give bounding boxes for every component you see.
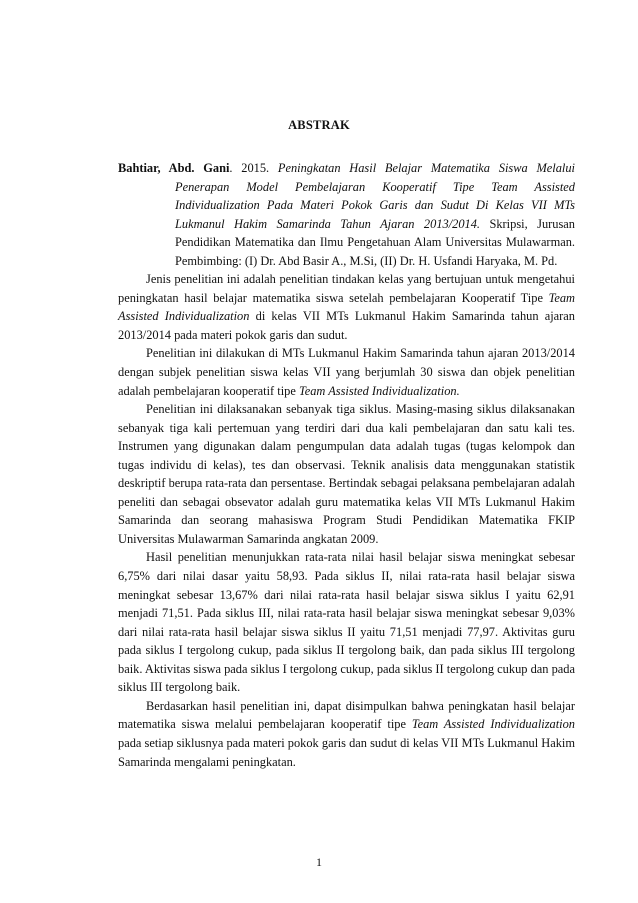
- paragraph-5-text-1: Berdasarkan hasil penelitian ini, dapat disimpulkan bahwa peningkatan hasil belajar matematika siswa melalui pembelajaran kooperatif tipe: [118, 698, 575, 732]
- citation-thesis-title: Peningkatan Hasil Belajar Matematika Siswa Melalui Penerapan Model Pembelajaran Kooperatif Tipe Team Assisted Individualization Pada Materi Pokok Garis dan Sudut Di Kelas VII MTs Lukmanul Hakim Samarinda Tahun Ajaran 2013/2014.: [175, 161, 575, 231]
- paragraph-1-text-1: Jenis penelitian ini adalah penelitian tindakan kelas yang bertujuan untuk mengetahui peningkatan hasil belajar matematika siswa setelah pembelajaran Kooperatif Tipe: [118, 272, 575, 305]
- citation-details: Skripsi, Jurusan Pendidikan Matematika dan Ilmu Pengetahuan Alam Universitas Mulawarman. Pembimbing: (I) Dr. Abd Basir A., M.Si, (II) Dr. H. Usfandi Haryaka, M. Pd.: [175, 216, 575, 268]
- paragraph-results: Hasil penelitian menunjukkan rata-rata nilai hasil belajar siswa meningkat sebesar 6,75% dari nilai dasar yaitu 58,93. Pada siklus II, nilai rata-rata hasil belajar siswa meningkat sebesar 13,67% dari nilai rata-rata hasil belajar siswa siklus I yaitu 62,91 menjadi 71,51. Pada siklus III, nilai rata-rata hasil belajar siswa meningkat sebesar 9,03% dari nilai rata-rata hasil belajar siswa siklus II yaitu 71,51 menjadi 77,97. Aktivitas guru pada siklus I tergolong cukup, pada siklus II tergolong baik, dan pada siklus III tergolong baik. Aktivitas siswa pada siklus I tergolong cukup, pada siklus II tergolong cukup dan pada siklus III tergolong baik.: [118, 550, 575, 695]
- paragraph-1-italic: Team Assisted Individualization: [118, 290, 575, 324]
- citation-year: . 2015.: [229, 161, 278, 175]
- abstract-title: ABSTRAK: [288, 118, 350, 132]
- paragraph-research-type: [118, 270, 575, 344]
- paragraph-5-italic: Team Assisted Individualization: [411, 717, 575, 732]
- paragraph-method: Penelitian ini dilaksanakan sebanyak tiga siklus. Masing-masing siklus dilaksanakan sebanyak tiga kali pertemuan yang terdiri dari dua kali pembelajaran dan satu kali tes. Instrumen yang digunakan dalam pengumpulan data adalah tugas (tugas kelompok dan tugas individu di kelas), tes dan observasi. Teknik analisis data menggunakan statistik deskriptif berupa rata-rata dan persentase. Bertindak sebagai pelaksana pembelajaran adalah peneliti dan sebagai obsevator adalah guru matematika kelas VII MTs Lukmanul Hakim Samarinda dan seorang mahasiswa Program Studi Pendidikan Matematika FKIP Universitas Mulawarman Samarinda angkatan 2009.: [118, 402, 575, 546]
- citation-author: Bahtiar, Abd. Gani: [118, 161, 230, 175]
- paragraph-2-italic: Team Assisted Individualization.: [298, 383, 460, 398]
- citation-block: [118, 159, 575, 270]
- paragraph-2-text-1: Penelitian ini dilakukan di MTs Lukmanul Hakim Samarinda tahun ajaran 2013/2014 dengan subjek penelitian siswa kelas VII yang berjumlah 30 siswa dan objek penelitian adalah pembelajaran kooperatif tipe: [118, 346, 575, 398]
- paragraph-research-location: [118, 344, 575, 400]
- paragraph-1-text-2: di kelas VII MTs Lukmanul Hakim Samarinda tahun ajaran 2013/2014 pada materi pokok garis dan sudut.: [118, 309, 575, 342]
- page-number: 1: [316, 855, 322, 869]
- abstract-body: [118, 159, 575, 771]
- paragraph-conclusion: [118, 697, 575, 771]
- paragraph-5-text-2: pada setiap siklusnya pada materi pokok garis dan sudut di kelas VII MTs Lukmanul Hakim Samarinda mengalami peningkatan.: [118, 735, 575, 769]
